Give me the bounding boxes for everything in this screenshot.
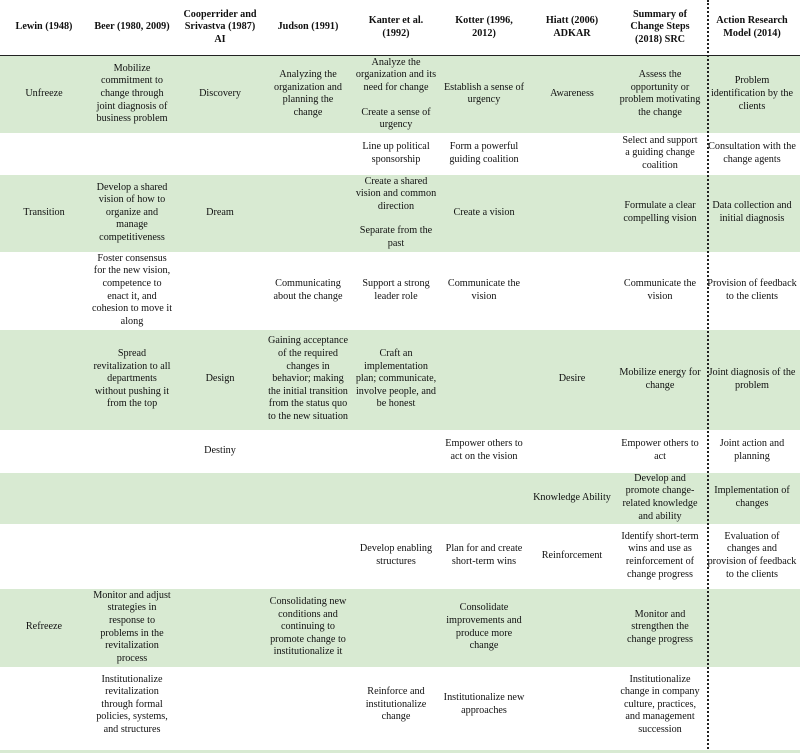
table-cell-kanter: Support a strong leader role — [352, 252, 440, 330]
table-cell-cooperrider: Design — [176, 330, 264, 430]
table-cell-lewin: Unfreeze — [0, 56, 88, 133]
table-cell-cooperrider: Dream — [176, 175, 264, 252]
table-cell-src: Institutionalize change in company culture, practices, and management succession — [616, 667, 704, 744]
table-cell-lewin — [0, 252, 88, 330]
table-cell-lewin — [0, 667, 88, 744]
table-cell-beer: Monitor and adjust strategies in response to problems in the revitalization process — [88, 589, 176, 667]
column-header-cooperrider: Cooperrider and Srivastva (1987) AI — [176, 0, 264, 56]
column-header-hiatt: Hiatt (2006) ADKAR — [528, 0, 616, 56]
table-cell-hiatt: Reinforcement — [528, 524, 616, 589]
table-cell-kotter: Plan for and create short-term wins — [440, 524, 528, 589]
table-cell-cooperrider — [176, 524, 264, 589]
table-cell-src: Monitor and strengthen the change progress — [616, 589, 704, 667]
table-cell-hiatt: Desire — [528, 330, 616, 430]
table-cell-kotter: Empower others to act on the vision — [440, 430, 528, 473]
table-cell-action-research: Joint diagnosis of the problem — [704, 330, 800, 430]
cell-text-part: Create a shared vision and common direction — [355, 175, 437, 212]
column-header-kanter: Kanter et al. (1992) — [352, 0, 440, 56]
table-cell-action-research — [704, 589, 800, 667]
table-cell-kotter: Communicate the vision — [440, 252, 528, 330]
table-cell-lewin: Transition — [0, 175, 88, 252]
table-cell-kanter — [352, 589, 440, 667]
table-cell-action-research: Data collection and initial diagnosis — [704, 175, 800, 252]
table-cell-hiatt — [528, 133, 616, 175]
table-row — [0, 252, 800, 330]
cell-text-part: Create a sense of urgency — [361, 106, 431, 131]
table-cell-cooperrider — [176, 133, 264, 175]
table-row — [0, 133, 800, 175]
table-cell-kotter: Establish a sense of urgency — [440, 56, 528, 133]
table-cell-lewin — [0, 133, 88, 175]
table-cell-judson — [264, 524, 352, 589]
table-cell-cooperrider — [176, 252, 264, 330]
table-cell-cooperrider — [176, 589, 264, 667]
table-row — [0, 430, 800, 473]
table-cell-kotter: Create a vision — [440, 175, 528, 252]
cell-text-part: Separate from the past — [359, 225, 433, 249]
table-cell-beer: Develop a shared vision of how to organize and manage competitiveness — [88, 175, 176, 252]
table-row — [0, 524, 800, 589]
table-cell-src: Empower others to act — [616, 430, 704, 473]
table-cell-lewin — [0, 430, 88, 473]
table-cell-lewin: Refreeze — [0, 589, 88, 667]
column-header-kotter: Kotter (1996, 2012) — [440, 0, 528, 56]
table-cell-src: Mobilize energy for change — [616, 330, 704, 430]
table-cell-judson — [264, 473, 352, 524]
table-row — [0, 473, 800, 524]
column-header-beer: Beer (1980, 2009) — [88, 0, 176, 56]
table-cell-hiatt — [528, 589, 616, 667]
table-cell-beer — [88, 473, 176, 524]
table-cell-action-research: Joint action and planning — [704, 430, 800, 473]
table-row — [0, 589, 800, 667]
table-cell-kotter — [440, 473, 528, 524]
table-cell-kanter — [352, 430, 440, 473]
table-cell-kanter: Develop enabling structures — [352, 524, 440, 589]
table-cell-beer — [88, 524, 176, 589]
table-row — [0, 667, 800, 744]
table-cell-judson — [264, 430, 352, 473]
table-cell-kotter: Institutionalize new approaches — [440, 667, 528, 744]
table-cell-action-research — [704, 667, 800, 744]
table-cell-kanter — [352, 175, 440, 252]
table-cell-src: Assess the opportunity or problem motivating the change — [616, 56, 704, 133]
column-header-lewin: Lewin (1948) — [0, 0, 88, 56]
table-cell-src: Identify short-term wins and use as reinforcement of change progress — [616, 524, 704, 589]
table-cell-kotter: Consolidate improvements and produce more change — [440, 589, 528, 667]
table-cell-hiatt: Awareness — [528, 56, 616, 133]
table-cell-lewin — [0, 524, 88, 589]
table-cell-src: Develop and promote change-related knowledge and ability — [616, 473, 704, 524]
table-cell-cooperrider: Discovery — [176, 56, 264, 133]
table-cell-action-research: Implementation of changes — [704, 473, 800, 524]
table-cell-src: Select and support a guiding change coalition — [616, 133, 704, 175]
table-cell-action-research: Consultation with the change agents — [704, 133, 800, 175]
table-cell-action-research: Problem identification by the clients — [704, 56, 800, 133]
table-cell-kanter — [352, 473, 440, 524]
table-cell-action-research: Provision of feedback to the clients — [704, 252, 800, 330]
table-cell-hiatt — [528, 252, 616, 330]
column-header-action-research: Action Research Model (2014) — [704, 0, 800, 56]
table-body — [0, 56, 800, 744]
table-row — [0, 330, 800, 430]
table-cell-src: Communicate the vision — [616, 252, 704, 330]
column-header-src: Summary of Change Steps (2018) SRC — [616, 0, 704, 56]
table-cell-judson — [264, 133, 352, 175]
dotted-divider — [707, 0, 709, 753]
table-cell-judson: Gaining acceptance of the required changes in behavior; making the initial transition from the status quo to the new situation — [264, 330, 352, 430]
table-cell-judson: Consolidating new conditions and continuing to promote change to institutionalize it — [264, 589, 352, 667]
table-cell-beer: Spread revitalization to all departments without pushing it from the top — [88, 330, 176, 430]
table-cell-judson: Communicating about the change — [264, 252, 352, 330]
table-header-row — [0, 0, 800, 56]
table-cell-judson — [264, 667, 352, 744]
table-cell-lewin — [0, 473, 88, 524]
table-cell-kanter: Craft an implementation plan; communicate, involve people, and be honest — [352, 330, 440, 430]
table-cell-beer: Foster consensus for the new vision, competence to enact it, and cohesion to move it along — [88, 252, 176, 330]
table-cell-src: Formulate a clear compelling vision — [616, 175, 704, 252]
table-cell-kanter — [352, 56, 440, 133]
table-cell-beer — [88, 133, 176, 175]
table-row — [0, 56, 800, 133]
table-cell-hiatt: Knowledge Ability — [528, 473, 616, 524]
table-cell-hiatt — [528, 175, 616, 252]
table-cell-beer: Institutionalize revitalization through formal policies, systems, and structures — [88, 667, 176, 744]
table-cell-cooperrider — [176, 473, 264, 524]
table-row — [0, 175, 800, 252]
table-cell-beer — [88, 430, 176, 473]
table-cell-judson: Analyzing the organization and planning the change — [264, 56, 352, 133]
table-cell-judson — [264, 175, 352, 252]
table-cell-hiatt — [528, 667, 616, 744]
table-cell-kanter: Reinforce and institutionalize change — [352, 667, 440, 744]
cell-text-part: Analyze the organization and its need for change — [355, 56, 437, 93]
table-cell-kotter — [440, 330, 528, 430]
table-cell-lewin — [0, 330, 88, 430]
table-cell-action-research: Evaluation of changes and provision of feedback to the clients — [704, 524, 800, 589]
table-cell-kanter: Line up political sponsorship — [352, 133, 440, 175]
table-cell-cooperrider: Destiny — [176, 430, 264, 473]
table-cell-beer: Mobilize commitment to change through joint diagnosis of business problem — [88, 56, 176, 133]
column-header-judson: Judson (1991) — [264, 0, 352, 56]
table-cell-cooperrider — [176, 667, 264, 744]
table-cell-kotter: Form a powerful guiding coalition — [440, 133, 528, 175]
table-cell-hiatt — [528, 430, 616, 473]
